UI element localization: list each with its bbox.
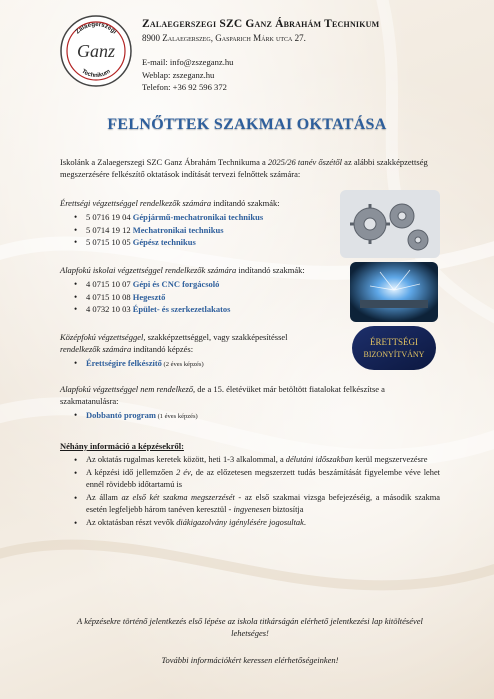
section-heading-mid: szakképzettséggel, vagy szakképesítéssel <box>145 332 288 342</box>
intro-text-2: az alábbi szakképzettség megszerzésére felkészítő oktatások indítását tervezi felnőttek számára: <box>60 157 428 179</box>
info-emphasis: diákigazolvány igénylésére jogosultak <box>176 518 304 527</box>
course-name: Épület- és szerkezetlakatos <box>132 304 231 315</box>
info-text: Az állam <box>86 493 122 502</box>
section-heading-rest: indítandó szakmák: <box>211 198 280 208</box>
footer-contact-note: További információkért keressen elérhetőségeinken! <box>161 655 339 665</box>
info-text: A képzési idő jellemzően <box>86 468 177 477</box>
section-heading-italic-2: rendelkezők számára <box>60 344 132 354</box>
list-item <box>60 303 360 316</box>
section-heading-italic: Alapfokú iskolai végzettséggel rendelkezők számára <box>60 265 237 275</box>
course-name: Mechatronikai technikus <box>132 224 224 235</box>
section-kozepfoku <box>60 331 350 372</box>
info-emphasis: délutáni időszakban <box>285 455 354 464</box>
logo-bottom-text: Technikum <box>80 68 112 80</box>
section-heading-rest: indítandó szakmák: <box>236 265 305 275</box>
intro-paragraph <box>60 156 430 180</box>
list-item <box>60 278 360 291</box>
course-code: 4 0732 10 03 <box>86 304 133 315</box>
course-name: Gépjármű-mechatronikai technikus <box>132 212 264 222</box>
section-dobbanto <box>60 383 440 424</box>
web-line[interactable]: Weblap: zszeganz.hu <box>142 69 215 80</box>
info-item <box>60 492 440 516</box>
course-note: (2 éves képzés) <box>161 361 204 368</box>
section-erettsegi <box>60 197 360 249</box>
course-code: 4 0715 10 08 <box>86 291 133 302</box>
section-heading-italic: Középfokú végzettséggel, <box>60 332 146 342</box>
section-heading <box>60 197 360 209</box>
school-name: Zalaegerszegi SZC Ganz Ábrahám Technikum <box>142 18 380 30</box>
list-item <box>60 211 360 224</box>
intro-emphasis: 2025/26 tanév őszétől <box>267 157 343 167</box>
contact-block <box>142 56 233 94</box>
course-name: Gépész technikus <box>132 237 196 248</box>
welding-image <box>350 262 438 322</box>
diploma-image <box>352 326 436 370</box>
section-heading-rest: indítandó képzés: <box>131 344 194 354</box>
course-code: 5 0716 19 04 <box>86 212 133 222</box>
list-item <box>60 236 360 249</box>
school-address: 8900 Zalaegerszeg, Gasparich Márk utca 27. <box>142 33 306 43</box>
page-title: FELNŐTTEK SZAKMAI OKTATÁSA <box>107 116 387 133</box>
intro-text-1: Iskolánk a Zalaegerszegi SZC Ganz Ábrahám Technikuma a <box>60 157 268 167</box>
info-heading: Néhány információ a képzésekről: <box>60 441 184 451</box>
info-text: Az oktatás rugalmas keretek között, heti 1-3 alkalommal, a <box>86 455 286 464</box>
info-item <box>60 467 440 491</box>
list-item <box>60 224 360 237</box>
logo-top-text: Zalaegerszegi <box>74 20 118 36</box>
info-emphasis: ingyenesen <box>233 505 271 514</box>
list-item <box>60 409 440 424</box>
course-name: Gépi és CNC forgácsoló <box>132 279 220 289</box>
course-note: (1 éves képzés) <box>155 413 198 420</box>
list-item <box>60 291 360 304</box>
info-text: . <box>303 518 306 527</box>
info-emphasis: 2 év <box>176 468 191 477</box>
section-heading <box>60 264 360 276</box>
info-text: - az első szakmai vizsga befejezéséig, a második szakma esetén legfeljebb három tanéven keresztül - <box>86 493 441 514</box>
info-emphasis: az első két szakma megszerzését <box>121 493 235 502</box>
course-name: Érettségire felkészítő <box>86 358 162 368</box>
section-alapfoku <box>60 264 360 316</box>
footer-application-note: A képzésekre történő jelentkezés első lépése az iskola titkárságán elérhető jelentkezési lap kitöltésével lehetséges! <box>77 616 423 638</box>
course-code: 4 0715 10 07 <box>86 279 133 289</box>
info-item <box>60 454 440 466</box>
info-text: , de az előzetesen megszerzett tudás beszámítását figyelembe véve lehet ennél rövidebb időtartamú is <box>86 468 440 489</box>
header-block <box>142 18 462 43</box>
section-heading <box>60 331 350 355</box>
info-section <box>60 440 440 530</box>
course-name: Dobbantó program <box>86 410 156 420</box>
course-code: 5 0715 10 05 <box>86 237 133 248</box>
email-line[interactable]: E-mail: info@zszeganz.hu <box>142 57 234 67</box>
list-item <box>60 357 350 372</box>
course-name: Hegesztő <box>132 291 166 302</box>
info-text: biztosítja <box>270 505 304 514</box>
info-item <box>60 517 440 529</box>
info-text: Az oktatásban részt vevők <box>86 518 177 527</box>
section-heading <box>60 383 440 407</box>
school-logo-icon <box>59 14 133 88</box>
course-code: 5 0714 19 12 <box>86 224 133 235</box>
info-text: kerül megszervezésre <box>353 455 428 464</box>
badge-line-2: BIZONYÍTVÁNY <box>363 350 425 359</box>
section-heading-italic: Alapfokú végzettséggel nem rendelkező <box>60 384 194 394</box>
badge-line-1: ÉRETTSÉGI <box>370 337 418 347</box>
logo-mid-text: Ganz <box>76 41 116 61</box>
gears-image <box>340 190 440 258</box>
section-heading-rest: , de a 15. életévüket már betöltött fiatalokat felkészítse a szakmatanulásra: <box>60 384 385 406</box>
section-heading-italic: Érettségi végzettséggel rendelkezők számára <box>60 198 212 208</box>
phone-line: Telefon: +36 92 596 372 <box>142 82 227 93</box>
